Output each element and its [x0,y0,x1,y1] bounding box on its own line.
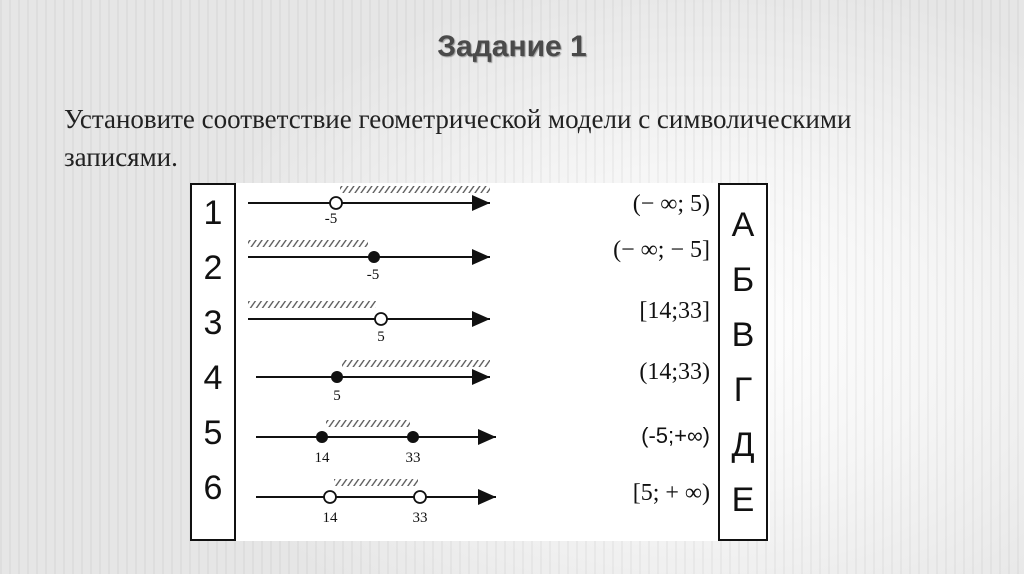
point-label: 14 [314,450,330,466]
point-label: 5 [333,388,341,404]
number-1: 1 [203,194,223,232]
answer-6: [5; + ∞) [632,480,710,506]
answer-1: (− ∞; 5) [632,191,710,217]
answer-2: (− ∞; − 5] [613,237,710,263]
number-2: 2 [203,249,223,287]
number-line-4 [256,360,490,404]
answer-column [560,183,710,541]
point-label: 33 [405,450,421,466]
point-label: 33 [412,510,428,526]
task-instruction: Установите соответствие геометрической модели с символическими записями. [64,104,852,172]
letter-column [718,183,768,541]
point-label: 14 [322,510,338,526]
point-label: 5 [377,329,385,345]
point-label: -5 [366,267,380,283]
letter-v: В [731,316,755,354]
letter-e: Е [731,481,755,519]
number-5: 5 [203,414,223,452]
number-lines-diagram [240,183,570,541]
answer-4: (14;33) [639,359,710,385]
number-line-6 [256,479,496,526]
number-3: 3 [203,304,223,342]
letter-b: Б [731,261,755,299]
number-column [190,183,236,541]
number-line-2 [248,240,490,283]
number-line-5 [256,420,496,466]
letter-a: А [731,206,755,244]
number-6: 6 [203,469,223,507]
point-label: -5 [324,211,338,227]
number-4: 4 [203,359,223,397]
number-line-1 [248,186,490,227]
number-line-3 [248,301,490,345]
letter-g: Г [733,371,753,409]
answer-5: (-5;+∞) [641,423,710,448]
letter-d: Д [731,426,755,464]
slide-title: Задание 1 [437,30,587,63]
answer-3: [14;33] [639,298,710,324]
